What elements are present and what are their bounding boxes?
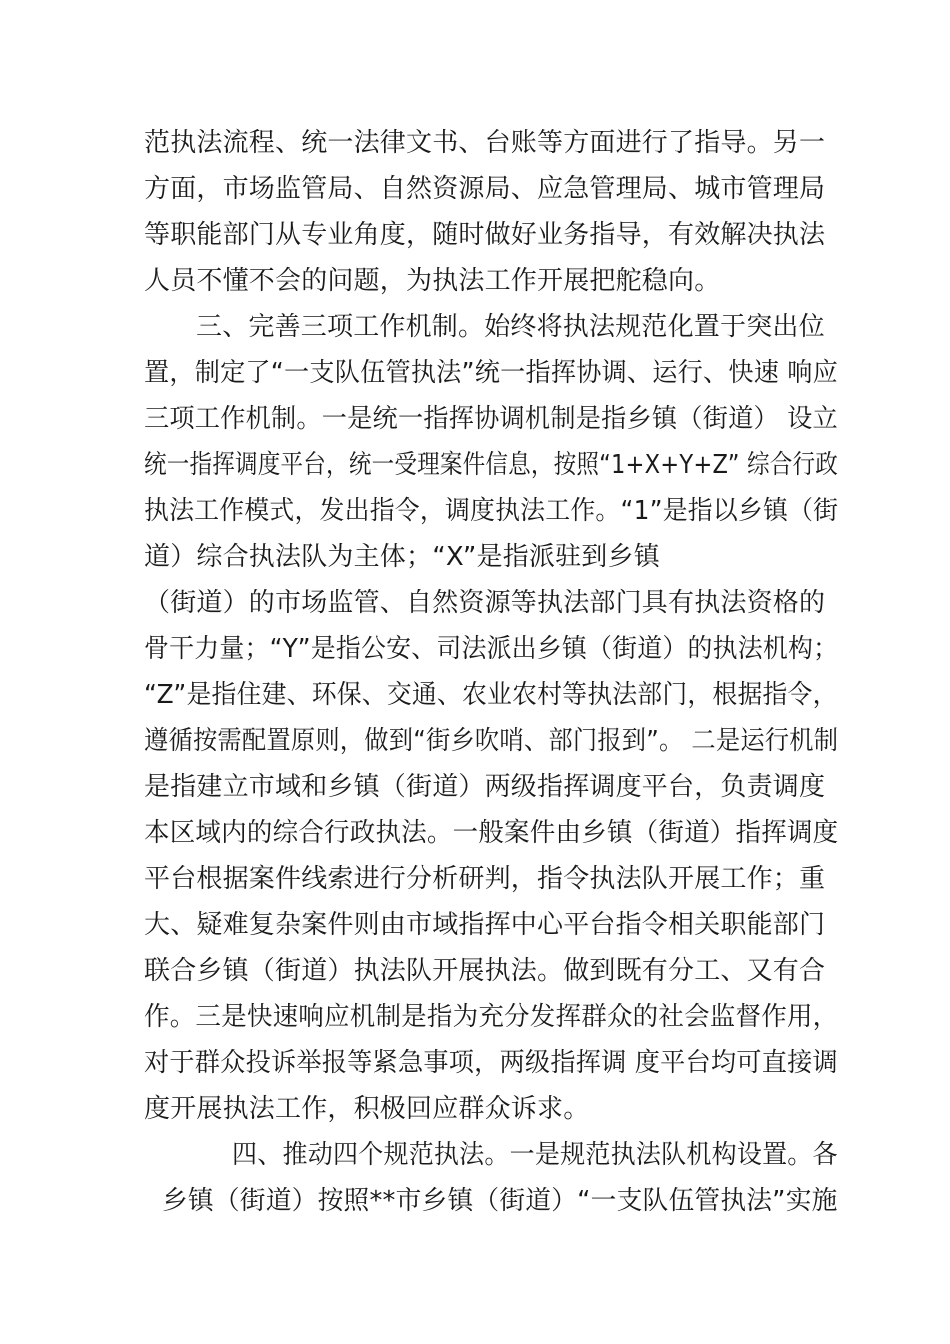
text-line: 三项工作机制。一是统一指挥协调机制是指乡镇（街道） 设立: [144, 404, 838, 434]
text-line: 度开展执法工作，积极回应群众诉求。: [144, 1094, 590, 1124]
text-line: 乡镇（街道）按照**市乡镇（街道）“一支队伍管执法”实施: [162, 1186, 838, 1216]
text-line: “Z”是指住建、环保、交通、农业农村等执法部门，根据指令，: [144, 680, 838, 710]
text-line: 大、疑难复杂案件则由市域指挥中心平台指令相关职能部门: [144, 910, 826, 940]
text-line: 对于群众投诉举报等紧急事项，两级指挥调 度平台均可直接调: [144, 1048, 838, 1078]
text-line: 置，制定了“一支队伍管执法”统一指挥协调、运行、快速 响应: [144, 358, 838, 388]
text-line: 执法工作模式，发出指令，调度执法工作。“1”是指以乡镇（街: [144, 496, 839, 526]
text-line: 统一指挥调度平台，统一受理案件信息，按照“1+X+Y+Z” 综合行政: [144, 450, 838, 480]
text-line: 是指建立市域和乡镇（街道）两级指挥调度平台，负责调度: [144, 772, 826, 802]
text-line: 骨干力量；“Y”是指公安、司法派出乡镇（街道）的执法机构；: [144, 634, 839, 664]
text-line: 平台根据案件线索进行分析研判，指令执法队开展工作；重: [144, 864, 826, 894]
text-line: 四、推动四个规范执法。一是规范执法队机构设置。各: [232, 1140, 838, 1170]
text-line: 等职能部门从专业角度，随时做好业务指导，有效解决执法: [144, 220, 826, 250]
text-line: 方面，市场监管局、自然资源局、应急管理局、城市管理局: [144, 174, 826, 204]
text-line: 三、完善三项工作机制。始终将执法规范化置于突出位: [196, 312, 825, 342]
text-line: 本区域内的综合行政执法。一般案件由乡镇（街道）指挥调度: [144, 818, 839, 848]
text-line: 联合乡镇（街道）执法队开展执法。做到既有分工、又有合: [144, 956, 826, 986]
text-line: （街道）的市场监管、自然资源等执法部门具有执法资格的: [144, 588, 826, 618]
text-line: 人员不懂不会的问题，为执法工作开展把舵稳向。: [144, 266, 721, 296]
text-line: 范执法流程、统一法律文书、台账等方面进行了指导。另一: [144, 128, 826, 158]
text-line: 作。三是快速响应机制是指为充分发挥群众的社会监督作用，: [144, 1002, 839, 1032]
text-line: 遵循按需配置原则，做到“街乡吹哨、部门报到”。 二是运行机制: [144, 726, 839, 756]
text-line: 道）综合执法队为主体；“X”是指派驻到乡镇: [144, 542, 660, 572]
